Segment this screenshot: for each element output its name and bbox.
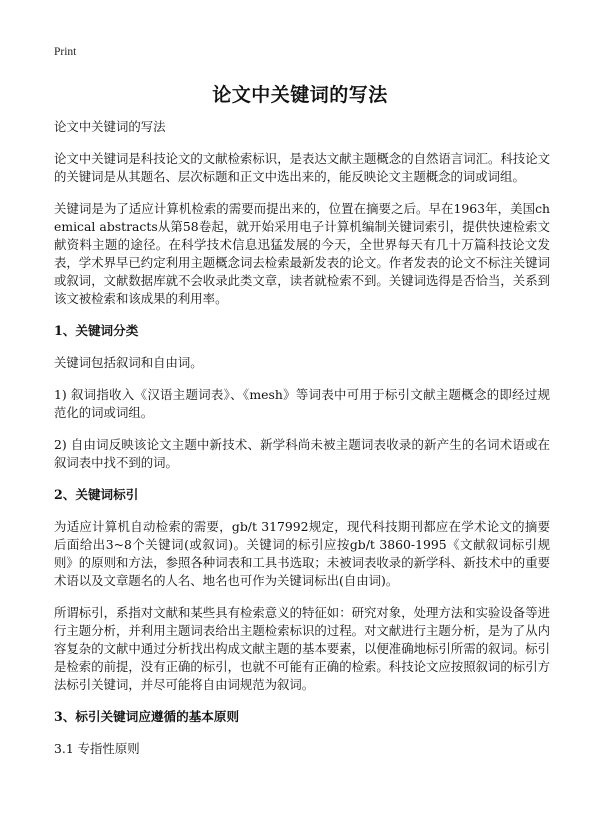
section-heading: 1、关键词分类 [54, 323, 139, 338]
body-paragraph: 为适应计算机自动检索的需要，gb/t 317992规定，现代科技期刊都应在学术论文的摘要后面给出3~8个关键词(或叙词)。关键词的标引应按gb/t 3860-1995《文献叙词标引规则》的原则和方法，参照各种词表和工具书选取；未被词表收录的新学科、新技术中的重要术语以及文章题名的人名、地名也可作为关键词标出(自由词)。 [54, 519, 550, 588]
section-intro: 关键词包括叙词和自由词。 [54, 355, 203, 370]
document-subtitle: 论文中关键词的写法 [54, 119, 166, 134]
document-body [54, 118, 550, 772]
subsection-heading: 3.1 专指性原则 [54, 741, 140, 756]
page-title: 论文中关键词的写法 [212, 84, 388, 106]
list-item: 2) 自由词反映该论文主题中新技术、新学科尚未被主题词表收录的新产生的名词术语或在叙词表中找不到的词。 [54, 437, 550, 470]
body-paragraph: 所谓标引，系指对文献和某些具有检索意义的特征如：研究对象，处理方法和实验设备等进行主题分析，并利用主题词表给出主题检索标识的过程。对文献进行主题分析，是为了从内容复杂的文献中通过分析找出构成文献主题的基本要素，以便准确地标引所需的叙词。标引是检索的前提，没有正确的标引，也就不可能有正确的检索。科技论文应按照叙词的标引方法标引关键词，并尽可能将自由词规范为叙词。 [54, 605, 550, 692]
section-heading: 2、关键词标引 [54, 487, 139, 502]
list-item: 1) 叙词指收入《汉语主题词表》、《mesh》等词表中可用于标引文献主题概念的即经过规范化的词或词组。 [54, 387, 550, 420]
intro-paragraph: 论文中关键词是科技论文的文献检索标识，是表达文献主题概念的自然语言词汇。科技论文的关键词是从其题名、层次标题和正文中选出来的，能反映论文主题概念的词或词组。 [54, 151, 550, 184]
print-label: Print [54, 46, 77, 58]
body-paragraph: 关键词是为了适应计算机检索的需要而提出来的，位置在摘要之后。早在1963年，美国chemical abstracts从第58卷起，就开始采用电子计算机编制关键词索引，提供快速检索文献资料主题的途径。在科学技术信息迅猛发展的今天，全世界每天有几十万篇科技论文发表，学术界早已约定利用主题概念词去检索最新发表的论文。作者发表的论文不标注关键词或叙词，文献数据库就不会收录此类文章，读者就检索不到。关键词选得是否恰当，关系到该文被检索和该成果的利用率。 [54, 201, 550, 306]
section-heading: 3、标引关键词应遵循的基本原则 [54, 709, 240, 724]
